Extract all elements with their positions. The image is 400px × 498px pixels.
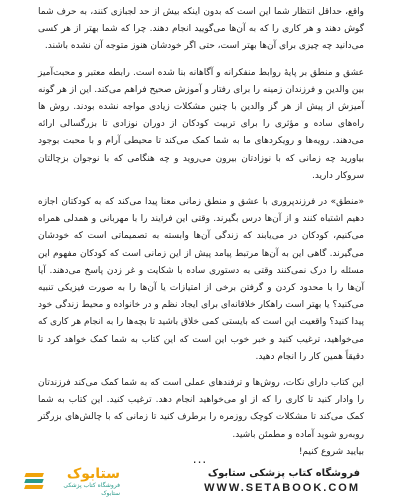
footer-watermark (0, 466, 400, 497)
book-page-text (38, 4, 364, 461)
store-url[interactable]: WWW.SETABOOK.COM (204, 482, 360, 494)
book-stack-icon (24, 470, 50, 494)
page-ellipsis: ... (192, 452, 208, 466)
paragraph-3: «منطق» در فرزندپروری با عشق و منطق زمانی معنا پیدا می‌کند که به کودکتان اجازه دهیم اشتباه کنند و از آن‌ها درس بگیرند. وقتی این فرایند را با مهربانی و همدلی همراه می‌کنیم، کودکان در می‌یابند که زندگی آن‌ها وابسته به تصمیماتی است که خودشان می‌گیرند. گاهی این به آن‌ها مرتبط پیامد پیش از این زمانی است که کودکان مفهوم این مسئله را درک نمی‌کنند وقتی به دستوری ساده با شکایت و غر زدن پاسخ می‌دهند. آیا آن‌ها را با محدود کردن و گرفتن برخی از امتیازات یا آن‌ها را به صورت فیزیکی تنبیه می‌کنید؟ یا بهتر است راهکار خلاقانه‌ای برای ایجاد نظم و در خانواده و محیط زندگی خود پیدا کنید؟ واقعیت این است که بایستی کمی خلاق باشید تا بچه‌ها را به انجام هر کاری که می‌خواهید، ترغیب کنید و خبر خوب این است که این کتاب به شما کمک خواهد کرد تا دقیقاً همین کار را انجام دهید. (38, 197, 364, 362)
logo-subtitle: فروشگاه کتاب پزشکی ستابوک (63, 481, 120, 497)
paragraph-1: واقع، حداقل انتظار شما این است که بدون اینکه بیش از حد لجبازی کنند، به حرف شما گوش دهند و هر کاری را که به آن‌ها می‌گویید انجام دهند. چرا که شما بهتر از هر کسی می‌دانید چه چیزی برای آن‌ها بهتر است، حتی اگر خودشان هنوز متوجه آن نشده باشند. (38, 7, 364, 52)
paragraph-2: عشق و منطق بر پایهٔ روابط منفکرانه و آگاهانه بنا شده است. رابطه معتبر و محبت‌آمیز بین والدین و فرزندان زمینه را برای رفتار و آموزش صحیح فراهم می‌کند. این از هر گونه آمیزش از پیش از هر گز والدین با چنین مشکلات زیادی مواجه نشده بودند. روش ها راه‌های ساده و مؤثری را برای تربیت کودکان از دوران نوزادی تا بزرگسالی ارائه می‌دهند. رویه‌ها و رویکردهای ما به شما کمک می‌کند تا محیطی آرام و با محبت بوجود بیاورید چه زمانی که با نوزادتان بیرون می‌روید و چه هنگامی که با نوجوان بزچالتان سروکار دارید. (38, 67, 364, 181)
paragraph-4: این کتاب دارای نکات، روش‌ها و ترفندهای عملی است که به شما کمک می‌کند فرزندتان را وادار کنید تا کاری را که از او می‌خواهید انجام دهد. ترغیب کنید. این کتاب به شما کمک می‌کند تا مشکلات کوچک روزمره را برطرف کنید تا زمانی که با چالش‌های بزرگتر روبه‌رو شوید آماده و مطمئن باشید. (38, 378, 364, 440)
store-title: فروشگاه کتاب پزشکی ستابوک (207, 468, 360, 479)
paragraph-5: بیایید شروع کنیم! (298, 446, 364, 457)
setabook-logo (24, 465, 120, 497)
logo-name: ستابوک (66, 465, 120, 482)
